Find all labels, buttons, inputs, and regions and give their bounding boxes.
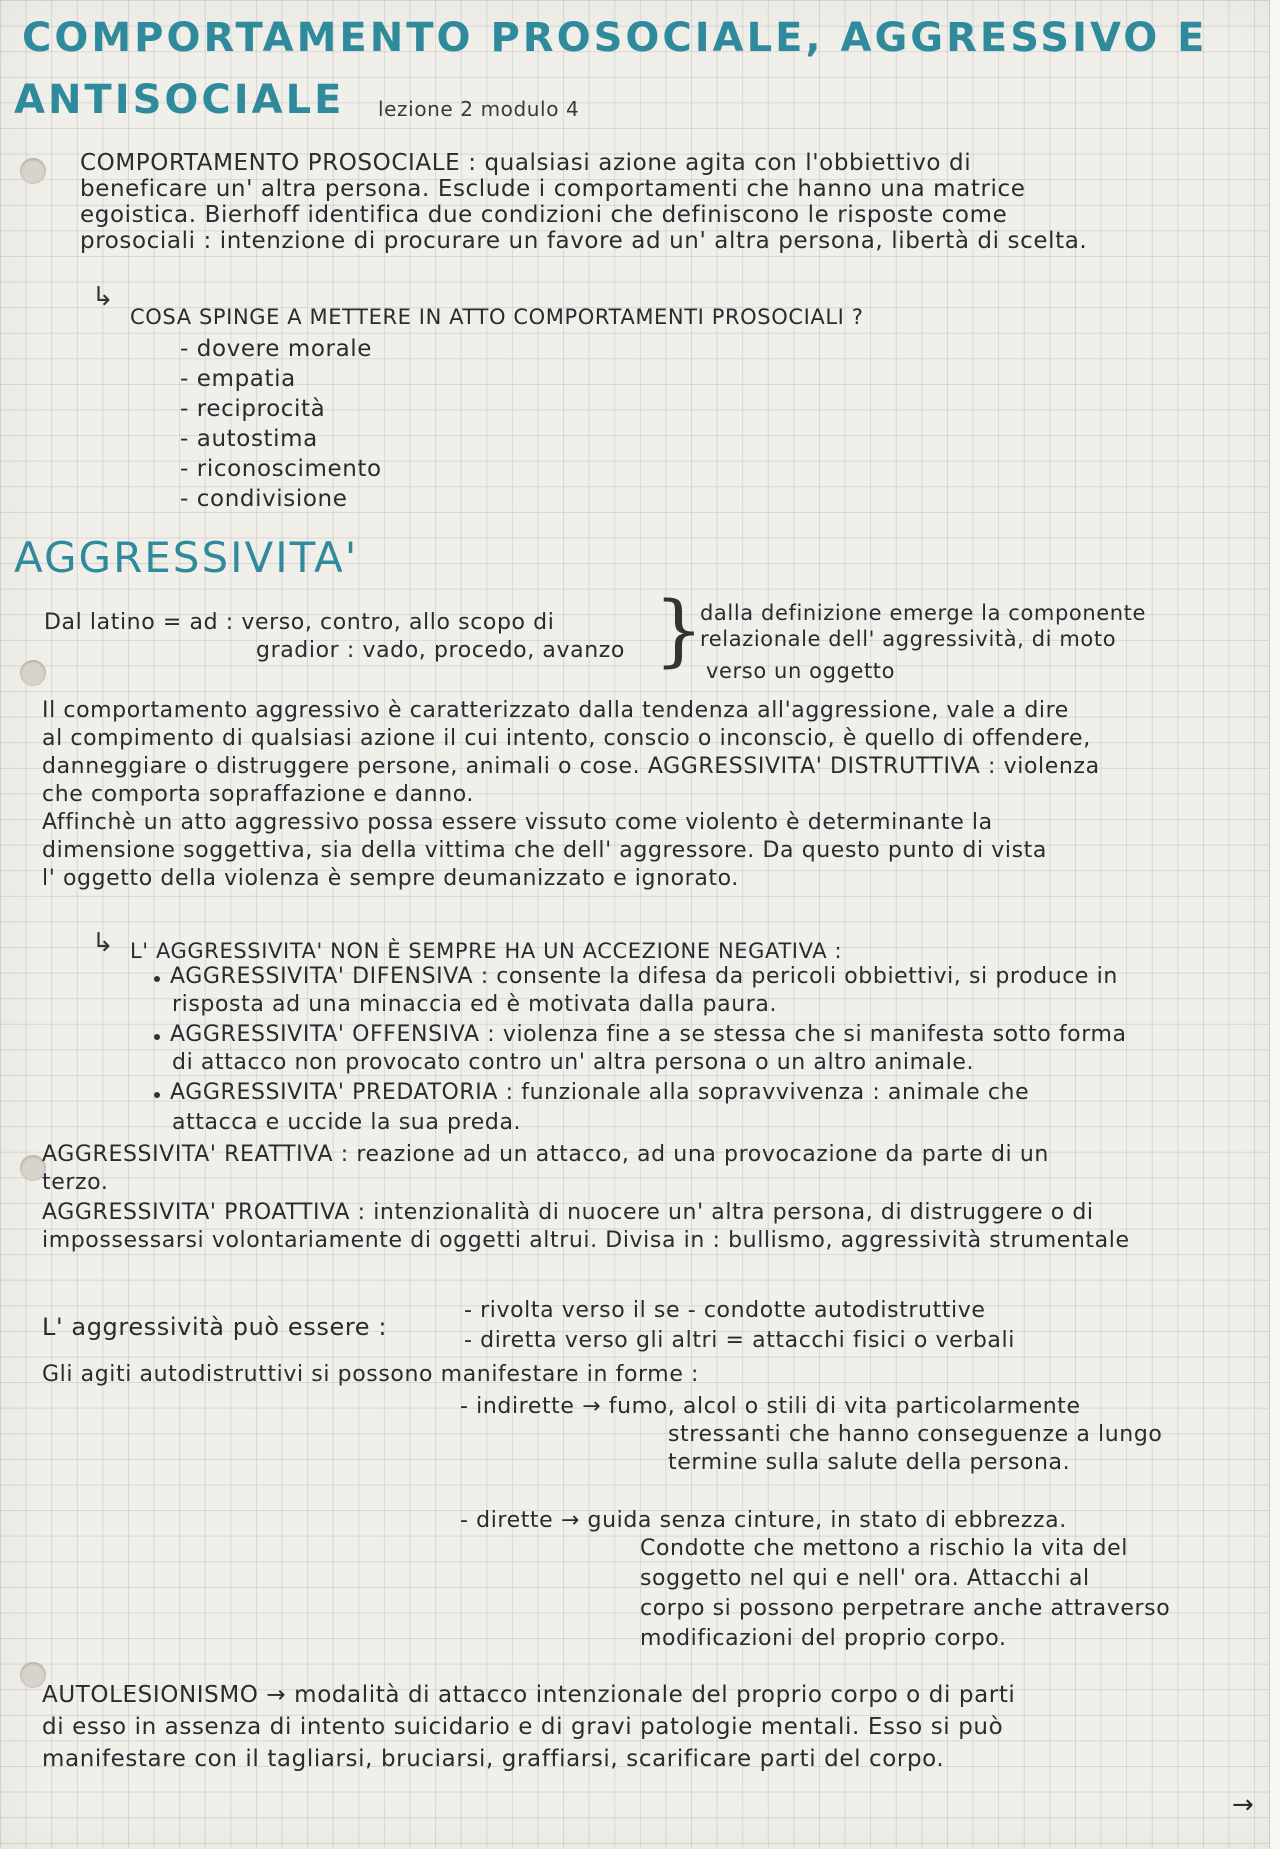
dirette-line: - dirette → guida senza cinture, in stato di ebbrezza.: [460, 1508, 1067, 1533]
bullet-icon: [154, 976, 160, 982]
corner-arrow-icon: ↳: [92, 928, 114, 958]
prosociale-line: prosociali : intenzione di procurare un favore ad un' altra persona, libertà di scelta.: [80, 228, 1088, 254]
reattiva-line: AGGRESSIVITA' REATTIVA : reazione ad un attacco, ad una provocazione da parte di un: [42, 1142, 1049, 1167]
puo-essere-b: - diretta verso gli altri = attacchi fisici o verbali: [464, 1328, 1015, 1353]
prosociale-line: egoistica. Bierhoff identifica due condizioni che definiscono le risposte come: [80, 202, 1008, 228]
reattiva-line: terzo.: [42, 1170, 109, 1195]
reason-item: - condivisione: [180, 486, 348, 512]
page-edge: [1269, 0, 1280, 1849]
section-heading: AGGRESSIVITA': [14, 533, 359, 582]
dirette-line: Condotte che mettono a rischio la vita del: [640, 1536, 1128, 1561]
body-line: Il comportamento aggressivo è caratterizzato dalla tendenza all'aggressione, vale a dire: [42, 698, 1069, 723]
bullet-icon: [154, 1034, 160, 1040]
body-line: che comporta sopraffazione e danno.: [42, 782, 475, 807]
proattiva-line: AGGRESSIVITA' PROATTIVA : intenzionalità di nuocere un' altra persona, di distruggere o di: [42, 1200, 1094, 1225]
tipo-line: AGGRESSIVITA' OFFENSIVA : violenza fine a se stessa che si manifesta sotto forma: [170, 1022, 1127, 1047]
indirette-line: stressanti che hanno conseguenze a lungo: [668, 1422, 1163, 1447]
etimo-right-3: verso un oggetto: [706, 659, 896, 683]
non-negativa-heading: L' AGGRESSIVITA' NON È SEMPRE HA UN ACCEZIONE NEGATIVA :: [130, 939, 843, 963]
reason-item: - reciprocità: [180, 396, 326, 422]
autolesionismo-line: AUTOLESIONISMO → modalità di attacco intenzionale del proprio corpo o di parti: [42, 1682, 1016, 1708]
subtitle: lezione 2 modulo 4: [378, 97, 580, 121]
prosociale-question: COSA SPINGE A METTERE IN ATTO COMPORTAMENTI PROSOCIALI ?: [130, 305, 864, 329]
body-line: dimensione soggettiva, sia della vittima che dell' aggressore. Da questo punto di vista: [42, 838, 1047, 863]
tipo-line: AGGRESSIVITA' PREDATORIA : funzionale alla sopravvivenza : animale che: [170, 1080, 1030, 1105]
title-line-1: COMPORTAMENTO PROSOCIALE, AGGRESSIVO E: [22, 15, 1208, 61]
tipo-line: AGGRESSIVITA' DIFENSIVA : consente la difesa da pericoli obbiettivi, si produce in: [170, 964, 1118, 989]
autolesionismo-line: manifestare con il tagliarsi, bruciarsi, graffiarsi, scarificare parti del corpo.: [42, 1746, 945, 1772]
reason-item: - dovere morale: [180, 336, 373, 362]
binder-hole: [20, 158, 46, 184]
body-line: l' oggetto della violenza è sempre deumanizzato e ignorato.: [42, 866, 739, 891]
indirette-line: termine sulla salute della persona.: [668, 1450, 1071, 1475]
puo-essere-a: - rivolta verso il se - condotte autodistruttive: [464, 1298, 986, 1323]
body-line: Affinchè un atto aggressivo possa essere vissuto come violento è determinante la: [42, 810, 993, 835]
title-line-2: ANTISOCIALE: [14, 77, 345, 123]
reason-item: - autostima: [180, 426, 318, 452]
etimo-left-2: gradior : vado, procedo, avanzo: [256, 638, 625, 663]
etimo-left-1: Dal latino = ad : verso, contro, allo scopo di: [44, 610, 555, 635]
dirette-line: soggetto nel qui e nell' ora. Attacchi al: [640, 1566, 1090, 1591]
proattiva-line: impossessarsi volontariamente di oggetti altrui. Divisa in : bullismo, aggressività strumentale: [42, 1228, 1130, 1253]
tipo-line: risposta ad una minaccia ed è motivata dalla paura.: [172, 992, 778, 1017]
curly-brace-icon: }: [654, 586, 704, 676]
binder-hole: [20, 660, 46, 686]
reason-item: - empatia: [180, 366, 296, 392]
dirette-line: modificazioni del proprio corpo.: [640, 1626, 1007, 1651]
next-arrow-icon: →: [1232, 1790, 1255, 1820]
prosociale-line: beneficare un' altra persona. Esclude i comportamenti che hanno una matrice: [80, 176, 1026, 202]
tipo-line: attacca e uccide la sua preda.: [172, 1110, 522, 1135]
corner-arrow-icon: ↳: [92, 282, 114, 312]
prosociale-line: COMPORTAMENTO PROSOCIALE : qualsiasi azione agita con l'obbiettivo di: [80, 150, 972, 176]
body-line: al compimento di qualsiasi azione il cui intento, conscio o inconscio, è quello di offendere,: [42, 726, 1091, 751]
reason-item: - riconoscimento: [180, 456, 382, 482]
tipo-line: di attacco non provocato contro un' altra persona o un altro animale.: [172, 1050, 975, 1075]
indirette-line: - indirette → fumo, alcol o stili di vita particolarmente: [460, 1394, 1081, 1419]
body-line: danneggiare o distruggere persone, animali o cose. AGGRESSIVITA' DISTRUTTIVA : violenza: [42, 754, 1100, 779]
autolesionismo-line: di esso in assenza di intento suicidario e di gravi patologie mentali. Esso si può: [42, 1714, 1004, 1740]
puo-essere-lead: L' aggressività può essere :: [42, 1313, 388, 1341]
etimo-right-2: relazionale dell' aggressività, di moto: [700, 627, 1117, 651]
dirette-line: corpo si possono perpetrare anche attraverso: [640, 1596, 1171, 1621]
bullet-icon: [154, 1092, 160, 1098]
agiti-lead: Gli agiti autodistruttivi si possono manifestare in forme :: [42, 1362, 700, 1387]
etimo-right-1: dalla definizione emerge la componente: [700, 601, 1147, 625]
